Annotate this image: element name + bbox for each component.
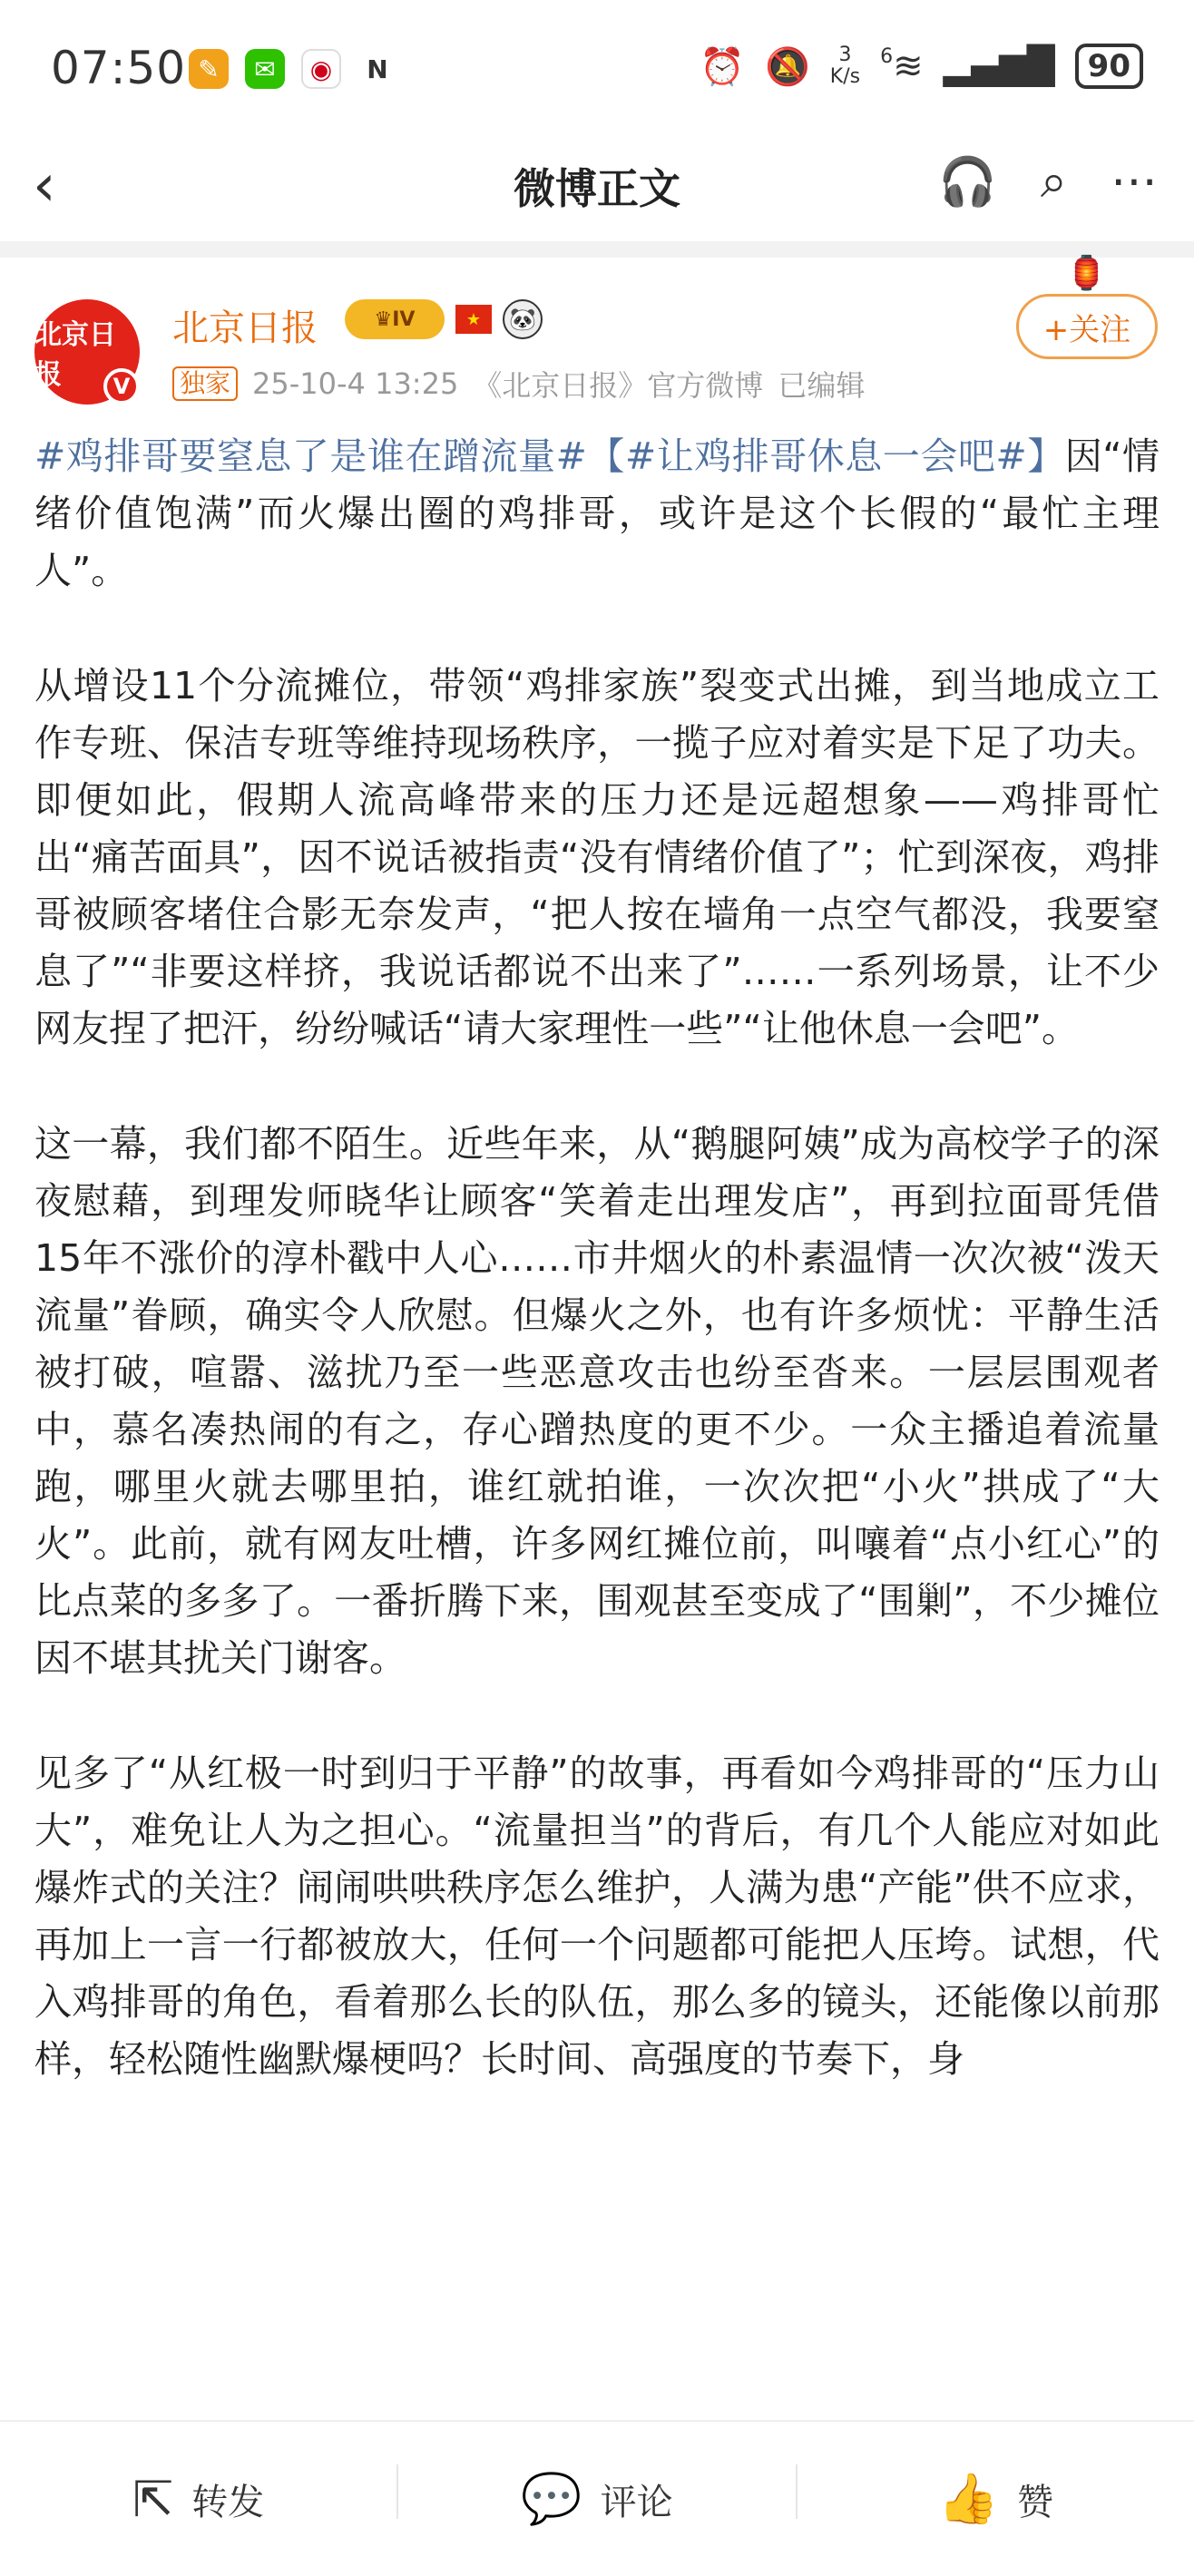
repost-label: 转发 (191, 2481, 265, 2523)
back-button[interactable]: ‹ (33, 152, 56, 220)
post-body (34, 428, 1160, 2415)
post-meta (172, 363, 865, 405)
nav-bar (0, 136, 1194, 234)
nav-actions (938, 154, 1158, 210)
exclusive-tag: 独家 (172, 366, 238, 401)
author-name[interactable]: 北京日报 (172, 307, 318, 349)
app-notification-icon: ✎ (189, 49, 229, 89)
crown-level-icon[interactable]: ♛ IV (345, 299, 445, 339)
net-speed (830, 44, 860, 88)
search-icon[interactable]: ⌕ (1040, 154, 1067, 209)
paragraph-4: 见多了“从红极一时到归于平静”的故事，再看如今鸡排哥的“压力山大”，难免让人为之担心。“流量担当”的背后，有几个人能应对如此爆炸式的关注？闹闹哄哄秩序怎么维护，人满为患“产能”供不应求，再加上一言一行都被放大，任何一个问题都可能把人压垮。试想，代入鸡排哥的角色，看着那么长的队伍，那么多的镜头，还能像以前那样，轻松随性幽默爆梗吗？长时间、高强度的节奏下，身 (34, 1751, 1160, 2081)
repost-button[interactable] (0, 2422, 396, 2576)
wifi-icon: $^6$≋ (880, 45, 924, 87)
post-header (0, 255, 1194, 426)
battery-indicator: 90 (1075, 44, 1143, 89)
bottom-action-bar (0, 2420, 1194, 2571)
signal-icon: ▂▄▆█ (943, 45, 1055, 87)
post-time: 25-10-4 13:25 (252, 366, 459, 401)
wifi-generation: 6 (880, 45, 894, 68)
wechat-icon: ✉ (245, 49, 285, 89)
panda-icon: 🐼 (503, 299, 543, 339)
net-speed-unit: K/s (829, 65, 861, 88)
comment-button[interactable] (398, 2422, 795, 2576)
paragraph-3: 这一幕，我们都不陌生。近些年来，从“鹅腿阿姨”成为高校学子的深夜慰藉，到理发师晓华让顾客“笑着走出理发店”，再到拉面哥凭借15年不涨价的淳朴戳中人心……市井烟火的朴素温情一次次被“泼天流量”眷顾，确实令人欣慰。但爆火之外，也有许多烦忧：平静生活被打破，喧嚣、滋扰乃至一些恶意攻击也纷至沓来。一层层围观者中，慕名凑热闹的有之，存心蹭热度的更不少。一众主播追着流量跑，哪里火就去哪里拍，谁红就拍谁，一次次把“小火”拱成了“大火”。此前，就有网友吐槽，许多网红摊位前，叫嚷着“点小红心”的比点菜的多多了。一番折腾下来，围观甚至变成了“围剿”，不少摊位因不堪其扰关门谢客。 (34, 1122, 1160, 1680)
verified-icon: V (103, 368, 140, 405)
level-badge-text: IV (392, 307, 416, 331)
comment-icon: 💬 (521, 2470, 582, 2527)
net-speed-value: 3 (838, 44, 852, 66)
author-badges (345, 299, 543, 339)
paragraph-1 (34, 428, 1160, 600)
thumbs-up-icon: 👍 (937, 2470, 999, 2527)
edited-label[interactable]: 已编辑 (778, 368, 866, 403)
avatar[interactable]: 北京日报 (34, 299, 140, 405)
mascot-icon: 🏮 (1066, 255, 1107, 292)
post-source[interactable]: 《北京日报》官方微博 (473, 368, 764, 403)
share-icon: ⇱ (132, 2470, 174, 2528)
hashtag-link[interactable]: 【#让鸡排哥休息一会吧#】 (586, 434, 1065, 478)
paragraph-text: 因“情绪价值饱满”而火爆出圈的鸡排哥，或许是这个长假的“最忙主理人”。 (34, 434, 1160, 592)
news-app-icon: ◉ (301, 49, 341, 89)
comment-label: 评论 (600, 2481, 673, 2523)
mute-icon: 🔕 (764, 45, 810, 88)
page-title: 微博正文 (514, 164, 680, 213)
follow-button[interactable]: +关注 (1016, 294, 1158, 359)
china-flag-icon: ★ (455, 305, 492, 334)
status-time: 07:50 (51, 42, 187, 94)
like-button[interactable] (798, 2422, 1194, 2576)
like-label: 赞 (1016, 2481, 1053, 2523)
alarm-icon: ⏰ (700, 45, 745, 88)
hashtag-link[interactable]: #鸡排哥要窒息了是谁在蹭流量# (34, 434, 587, 478)
nfc-icon: N (357, 49, 397, 89)
system-icons (700, 44, 1143, 89)
divider (0, 241, 1194, 258)
listen-icon[interactable]: 🎧 (938, 155, 997, 210)
more-icon[interactable]: ⋯ (1111, 154, 1158, 209)
status-bar (0, 0, 1194, 136)
notification-icons (189, 49, 397, 89)
paragraph-2: 从增设11个分流摊位，带领“鸡排家族”裂变式出摊，到当地成立工作专班、保洁专班等维持现场秩序，一揽子应对着实是下足了功夫。即便如此，假期人流高峰带来的压力还是远超想象——鸡排哥忙出“痛苦面具”，因不说话被指责“没有情绪价值了”；忙到深夜，鸡排哥被顾客堵住合影无奈发声，“把人按在墙角一点空气都没，我要窒息了”“非要这样挤，我说话都说不出来了”……一系列场景，让不少网友捏了把汗，纷纷喊话“请大家理性一些”“让他休息一会吧”。 (34, 664, 1160, 1050)
